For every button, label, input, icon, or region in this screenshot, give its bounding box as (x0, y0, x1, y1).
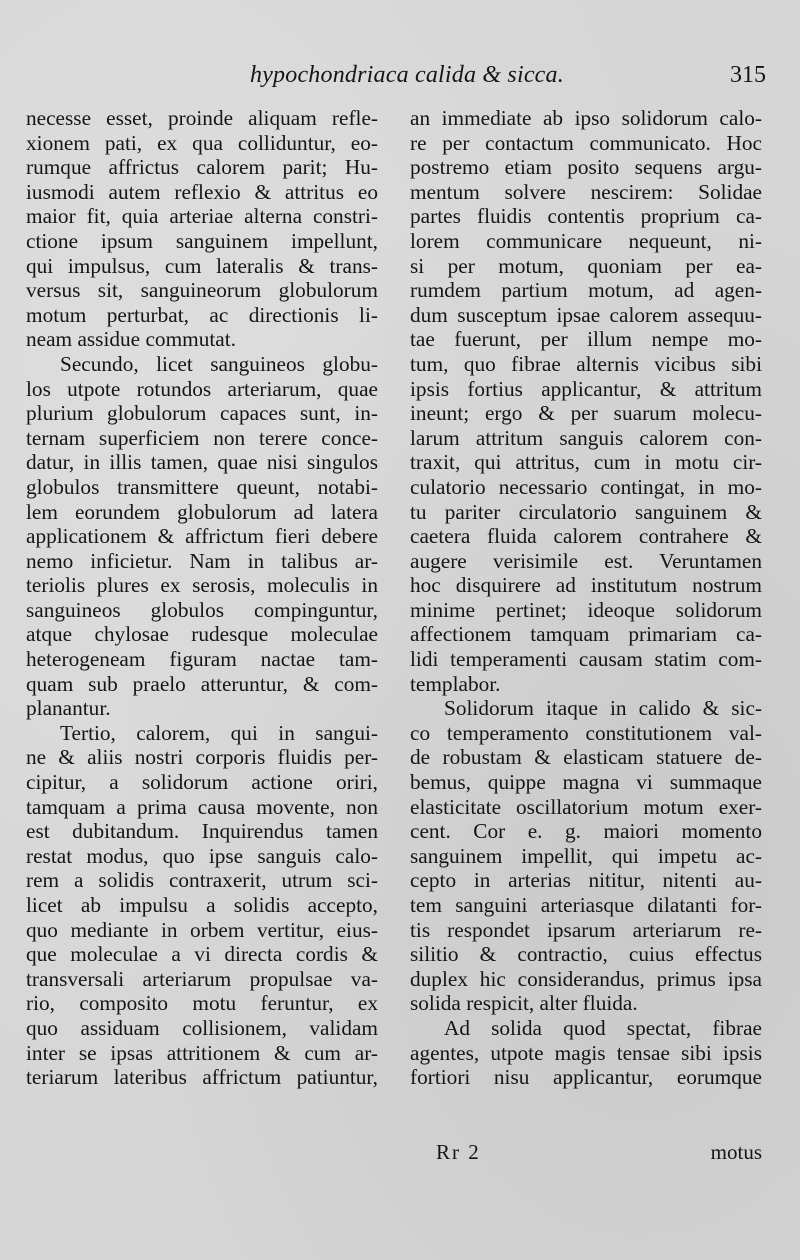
text-line: sanguineos globulos compinguntur, (26, 597, 378, 622)
text-line: tae fuerunt, per illum nempe mo- (410, 327, 762, 352)
text-line: ternam superficiem non terere conce- (26, 425, 378, 450)
text-line: solida respicit, alter fluida. (410, 991, 638, 1016)
text-line: ineunt; ergo & per suarum molecu- (410, 401, 762, 426)
text-line: rumque affrictus calorem parit; Hu- (26, 155, 378, 180)
text-line: tamquam a prima causa movente, non (26, 794, 378, 819)
text-line: silitio & contractio, cuius effectus (410, 942, 762, 967)
text-line: postremo etiam posito sequens argu- (410, 155, 762, 180)
text-line: mentum solvere nescirem: Solidae (410, 179, 762, 204)
text-line: rem a solidis contraxerit, utrum sci- (26, 868, 378, 893)
left-text-column (26, 106, 378, 1090)
text-line: ipsis fortius applicantur, & attritum (410, 376, 762, 401)
text-line: caetera fluida calorem contrahere & (410, 524, 762, 549)
text-line: datur, in illis tamen, quae nisi singulos (26, 450, 378, 475)
text-line: lorem communicare nequeunt, ni- (410, 228, 762, 253)
text-line: globulos transmittere queunt, notabi- (26, 474, 378, 499)
text-line: dum susceptum ipsae calorem assequu- (410, 302, 762, 327)
text-line: quam sub praelo atteruntur, & com- (26, 671, 378, 696)
text-line: affectionem tamquam primariam ca- (410, 622, 762, 647)
text-line: partes fluidis contentis proprium ca- (410, 204, 762, 229)
page-number: 315 (730, 62, 766, 88)
text-line: teriarum lateribus affrictum patiuntur, (26, 1065, 378, 1090)
text-line: lidi temperamenti causam statim com- (410, 647, 762, 672)
text-line: hoc disquirere ad institutum nostrum (410, 573, 762, 598)
text-line: motum perturbat, ac directionis li- (26, 302, 378, 327)
text-line: an immediate ab ipso solidorum calo- (410, 106, 762, 130)
text-line: heterogeneam figuram nactae tam- (26, 647, 378, 672)
catchword: motus (710, 1140, 762, 1164)
text-line: quo assiduam collisionem, validam (26, 1015, 378, 1040)
text-line: necesse esset, proinde aliquam refle- (26, 106, 378, 130)
text-line: iusmodi autem reflexio & attritus eo (26, 179, 378, 204)
text-line: nemo inficietur. Nam in talibus ar- (26, 548, 378, 573)
text-line: ctione ipsum sanguinem impellunt, (26, 228, 378, 253)
text-line: duplex hic considerandus, primus ipsa (410, 966, 762, 991)
text-line: teriolis plures ex serosis, moleculis in (26, 573, 378, 598)
text-line: minime pertinet; ideoque solidorum (410, 597, 762, 622)
text-line: elasticitate oscillatorium motum exer- (410, 794, 762, 819)
text-line: larum attritum sanguis calorem con- (410, 425, 762, 450)
text-line: bemus, quippe magna vi summaque (410, 770, 762, 795)
text-line: Tertio, calorem, qui in sangui- (60, 720, 378, 745)
text-line: co temperamento constitutionem val- (410, 720, 762, 745)
text-line: tis respondet ipsarum arteriarum re- (410, 917, 762, 942)
text-line: Ad solida quod spectat, fibrae (444, 1015, 762, 1040)
text-line: cipitur, a solidorum actione oriri, (26, 770, 378, 795)
text-line: templabor. (410, 671, 501, 696)
text-line: si per motum, quoniam per ea- (410, 253, 762, 278)
text-line: qui impulsus, cum lateralis & trans- (26, 253, 378, 278)
text-line: neam assidue commutat. (26, 327, 236, 352)
text-line: cepto in arterias nititur, nitenti au- (410, 868, 762, 893)
text-line: agentes, utpote magis tensae sibi ipsis (410, 1040, 762, 1065)
text-line: maior fit, quia arteriae alterna constri- (26, 204, 378, 229)
text-line: plurium globulorum capaces sunt, in- (26, 401, 378, 426)
text-line: Secundo, licet sanguineos globu- (60, 351, 378, 376)
running-head (60, 62, 766, 94)
text-line: lem eorundem globulorum ad latera (26, 499, 378, 524)
signature-mark: Rr 2 (436, 1140, 481, 1164)
text-line: versus sit, sanguineorum globulorum (26, 278, 378, 303)
text-line: ne & aliis nostri corporis fluidis per- (26, 745, 378, 770)
text-line: transversali arteriarum propulsae va- (26, 966, 378, 991)
page-footer (410, 1140, 762, 1166)
text-line: tu pariter circulatorio sanguinem & (410, 499, 762, 524)
text-line: tem sanguini arteriasque dilatanti for- (410, 893, 762, 917)
text-line: restat modus, quo ipse sanguis calo- (26, 843, 378, 868)
text-line: est dubitandum. Inquirendus tamen (26, 819, 378, 844)
text-line: los utpote rotundos arteriarum, quae (26, 376, 378, 401)
text-line: rumdem partium motum, ad agen- (410, 278, 762, 303)
text-line: cent. Cor e. g. maiori momento (410, 819, 762, 844)
text-line: sanguinem impellit, qui impetu ac- (410, 843, 762, 868)
text-line: fortiori nisu applicantur, eorumque (410, 1065, 762, 1090)
text-line: augere verisimile est. Veruntamen (410, 548, 762, 573)
text-line: tum, quo fibrae alternis vicibus sibi (410, 351, 762, 376)
text-line: traxit, qui attritus, cum in motu cir- (410, 450, 762, 475)
text-line: quo mediante in orbem vertitur, eius- (26, 917, 378, 942)
text-line: xionem pati, ex qua colliduntur, eo- (26, 130, 378, 155)
text-line: de robustam & elasticam statuere de- (410, 745, 762, 770)
text-line: licet ab impulsu a solidis accepto, (26, 893, 378, 917)
text-line: Solidorum itaque in calido & sic- (444, 696, 762, 721)
text-line: culatorio necessario contingat, in mo- (410, 474, 762, 499)
text-line: rio, composito motu feruntur, ex (26, 991, 378, 1016)
text-line: inter se ipsas attritionem & cum ar- (26, 1040, 378, 1065)
running-title: hypochondriaca calida & sicca. (250, 62, 564, 88)
text-line: atque chylosae rudesque moleculae (26, 622, 378, 647)
text-line: que moleculae a vi directa cordis & (26, 942, 378, 967)
text-line: planantur. (26, 696, 111, 721)
text-line: re per contactum communicato. Hoc (410, 130, 762, 155)
text-line: applicationem & affrictum fieri debere (26, 524, 378, 549)
right-text-column (410, 106, 762, 1090)
